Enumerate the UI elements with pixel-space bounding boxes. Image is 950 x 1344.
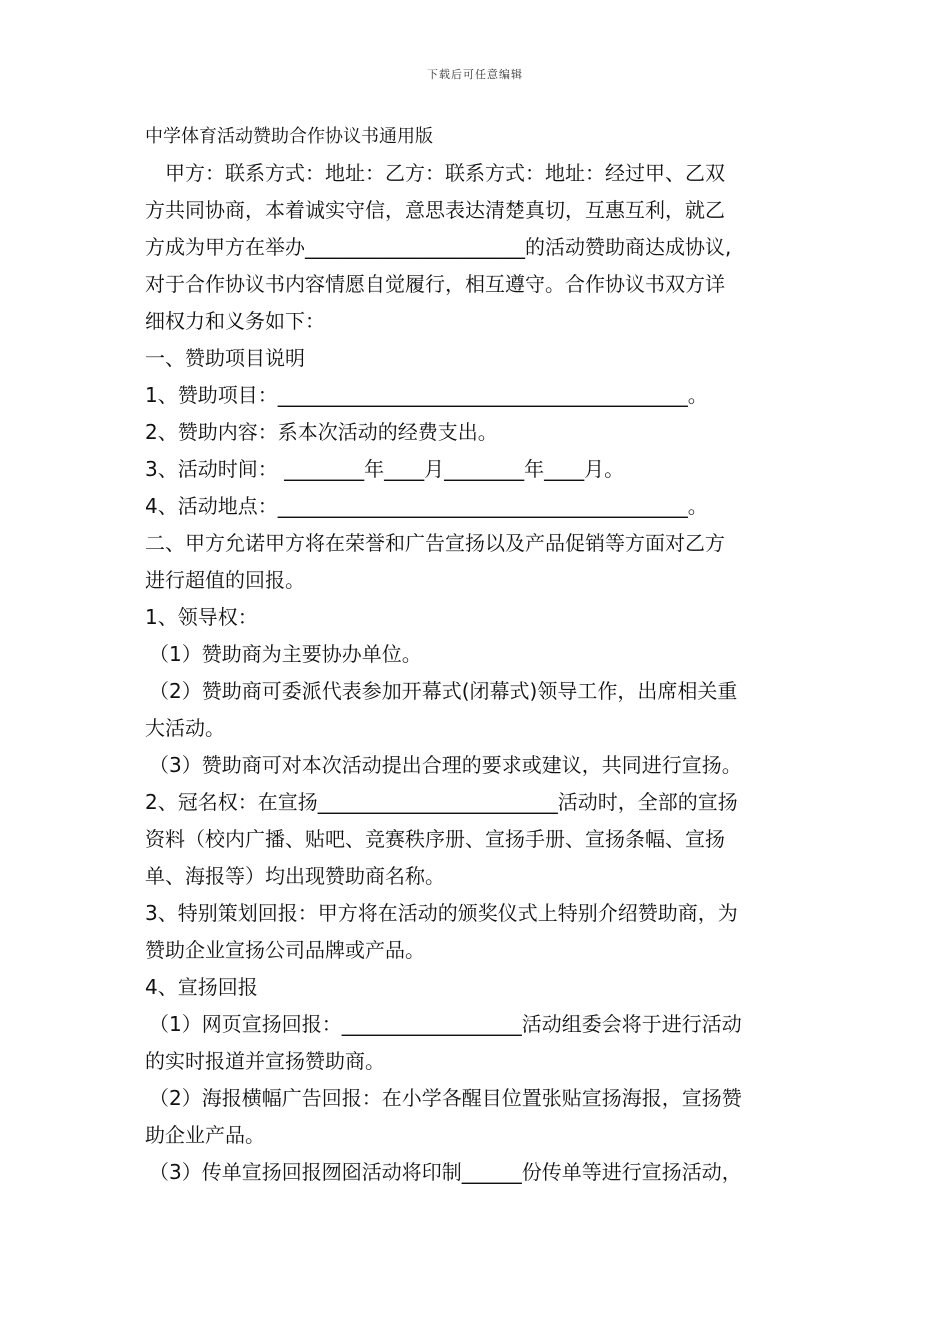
clause-naming-rights: 2、冠名权：在宣扬________________________活动时，全部的宣扬 bbox=[145, 790, 738, 814]
section-heading-1: 一、赞助项目说明 bbox=[145, 346, 305, 370]
page-header-note: 下载后可任意编辑 bbox=[427, 68, 523, 81]
clause-activity-time: 3、活动时间： ________年____月________年____月。 bbox=[145, 457, 625, 481]
section-heading-2-cont: 进行超值的回报。 bbox=[145, 568, 305, 592]
clause-sponsor-item: 1、赞助项目：_________________________________________。 bbox=[145, 383, 708, 407]
intro-line-3: 方成为甲方在举办______________________的活动赞助商达成协议, bbox=[145, 235, 732, 259]
leadership-item-3: （3）赞助商可对本次活动提出合理的要求或建议，共同进行宣扬。 bbox=[149, 753, 742, 777]
clause-special-planning: 3、特别策划回报：甲方将在活动的颁奖仪式上特别介绍赞助商，为 bbox=[145, 901, 738, 925]
clause-special-planning-cont: 赞助企业宣扬公司品牌或产品。 bbox=[145, 938, 425, 962]
publicity-item-1: （1）网页宣扬回报：__________________活动组委会将于进行活动 bbox=[149, 1012, 742, 1036]
section-heading-2: 二、甲方允诺甲方将在荣誉和广告宣扬以及产品促销等方面对乙方 bbox=[145, 531, 725, 555]
publicity-item-3: （3）传单宣扬回报囫囵活动将印制______份传单等进行宣扬活动， bbox=[149, 1160, 742, 1184]
clause-naming-rights-cont-2: 单、海报等）均出现赞助商名称。 bbox=[145, 864, 445, 888]
leadership-item-2-cont: 大活动。 bbox=[145, 716, 225, 740]
document-body bbox=[145, 155, 813, 1191]
clause-publicity: 4、宣扬回报 bbox=[145, 975, 258, 999]
clause-naming-rights-cont-1: 资料（校内广播、贴吧、竞赛秩序册、宣扬手册、宣扬条幅、宣扬 bbox=[145, 827, 725, 851]
clause-leadership: 1、领导权： bbox=[145, 605, 258, 629]
document-title: 中学体育活动赞助合作协议书通用版 bbox=[145, 126, 433, 147]
intro-line-5: 细权力和义务如下： bbox=[145, 309, 325, 333]
publicity-item-2-cont: 助企业产品。 bbox=[145, 1123, 265, 1147]
clause-activity-location: 4、活动地点：_________________________________________。 bbox=[145, 494, 708, 518]
intro-line-4: 对于合作协议书内容情愿自觉履行，相互遵守。合作协议书双方详 bbox=[145, 272, 725, 296]
intro-line-1: 甲方：联系方式：地址：乙方：联系方式：地址：经过甲、乙双 bbox=[165, 161, 725, 185]
clause-sponsor-content: 2、赞助内容：系本次活动的经费支出。 bbox=[145, 420, 498, 444]
publicity-item-1-cont: 的实时报道并宣扬赞助商。 bbox=[145, 1049, 385, 1073]
leadership-item-2: （2）赞助商可委派代表参加开幕式(闭幕式)领导工作，出席相关重 bbox=[149, 679, 738, 703]
leadership-item-1: （1）赞助商为主要协办单位。 bbox=[149, 642, 422, 666]
intro-line-2: 方共同协商，本着诚实守信，意思表达清楚真切，互惠互利，就乙 bbox=[145, 198, 725, 222]
publicity-item-2: （2）海报横幅广告回报：在小学各醒目位置张贴宣扬海报，宣扬赞 bbox=[149, 1086, 742, 1110]
